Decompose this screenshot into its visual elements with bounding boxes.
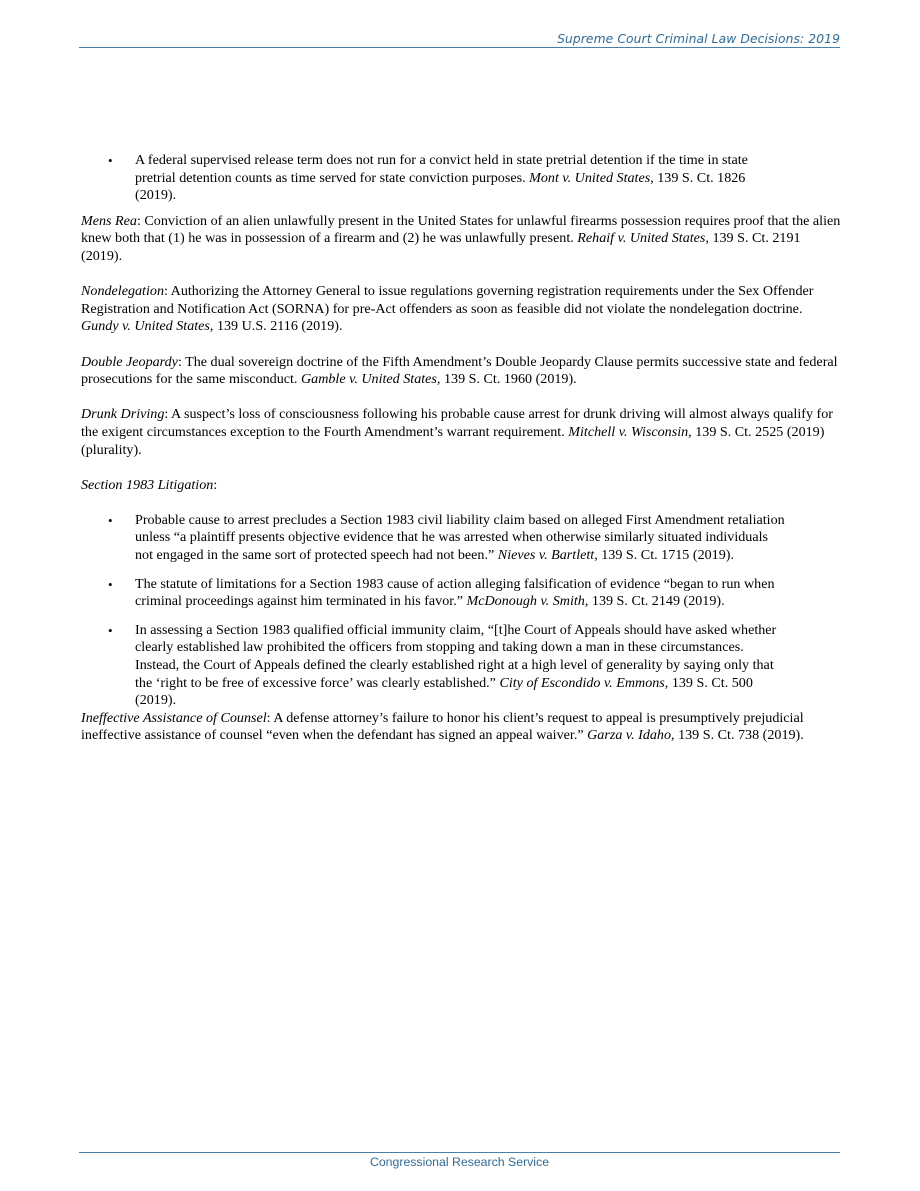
- case-name: Garza v. Idaho: [587, 727, 672, 744]
- bullet-item-mont: • A federal supervised release term does not run for a convict held in state pretrial detention if the time in state pretrial detention counts as time served for state conviction purposes. Mont v. United States, 139 S. Ct. 1826 (2019).: [108, 152, 748, 204]
- header-title: Supreme Court Criminal Law Decisions: 2019: [557, 32, 840, 46]
- bullet-icon: •: [108, 622, 113, 638]
- document-body: [81, 152, 841, 745]
- topic-heading: Drunk Driving: [81, 406, 165, 423]
- topic-heading: Nondelegation: [81, 283, 164, 300]
- topic-heading: Double Jeopardy: [81, 353, 178, 370]
- topic-heading: Ineffective Assistance of Counsel: [81, 709, 267, 726]
- case-name: Nieves v. Bartlett,: [497, 547, 598, 564]
- running-header: [79, 33, 840, 48]
- paragraph-ineffective-assistance: Ineffective Assistance of Counsel: A defense attorney’s failure to honor his client’s request to appeal is presumptively prejudicial ineffective assistance of counsel “even when the defendant has signed an appeal waiver.” Garza v. Idaho, 139 S. Ct. 738 (2019).: [81, 709, 804, 744]
- paragraph-section-1983: Section 1983 Litigation:: [81, 476, 218, 493]
- footer-divider: [79, 1152, 840, 1153]
- bullet-icon: •: [108, 576, 113, 592]
- paragraph-mens-rea: Mens Rea: Conviction of an alien unlawfully present in the United States for unlawful firearms possession requires proof that the alien knew both that (1) he was in possession of a firearm and (2) he was unlawfully present. Rehaif v. United States, 139 S. Ct. 2191 (2019).: [81, 212, 841, 264]
- paragraph-nondelegation: Nondelegation: Authorizing the Attorney General to issue regulations governing registration requirements under the Sex Offender Registration and Notification Act (SORNA) for pre-Act offenders as soon as feasible did not violate the nondelegation doctrine. Gundy v. United States, 139 U.S. 2116 (2019).: [81, 283, 814, 335]
- paragraph-drunk-driving: Drunk Driving: A suspect’s loss of consciousness following his probable cause arrest for drunk driving will almost always qualify for the exigent circumstances exception to the Fourth Amendment’s warrant requirement. Mitchell v. Wisconsin, 139 S. Ct. 2525 (2019) (plurality).: [81, 406, 833, 458]
- case-name: Mont v. United States: [529, 169, 651, 186]
- case-name: McDonough v. Smith: [466, 593, 585, 610]
- bullet-item-mcdonough: • The statute of limitations for a Section 1983 cause of action alleging falsification of evidence “began to run when criminal proceedings against him terminated in his favor.” McDonough v. Smith, 139 S. Ct. 2149 (2019).: [108, 575, 775, 610]
- case-name: Gundy v. United States: [81, 318, 210, 335]
- topic-heading: Section 1983 Litigation: [81, 476, 214, 493]
- case-name: City of Escondido v. Emmons: [499, 674, 665, 691]
- case-name: Mitchell v. Wisconsin: [568, 423, 689, 440]
- case-name: Gamble v. United States: [300, 371, 437, 388]
- topic-heading: Mens Rea: [81, 212, 137, 229]
- footer-label: Congressional Research Service: [369, 1155, 550, 1169]
- bullet-item-emmons: • In assessing a Section 1983 qualified official immunity claim, “[t]he Court of Appeals should have asked whether clearly established law prohibited the officers from stopping and taking down a man in these circumstances. Instead, the Court of Appeals defined the clearly established right at a high level of generality by saying only that the ‘right to be free of excessive force’ was clearly established.” City of Escondido v. Emmons, 139 S. Ct. 500 (2019).: [108, 621, 777, 709]
- case-name: Rehaif v. United States,: [577, 230, 709, 247]
- paragraph-double-jeopardy: Double Jeopardy: The dual sovereign doctrine of the Fifth Amendment’s Double Jeopardy Clause permits successive state and federal prosecutions for the same misconduct. Gamble v. United States, 139 S. Ct. 1960 (2019).: [81, 353, 838, 388]
- bullet-icon: •: [108, 512, 113, 528]
- bullet-item-nieves: • Probable cause to arrest precludes a Section 1983 civil liability claim based on alleged First Amendment retaliation unless “a plaintiff presents objective evidence that he was arrested when otherwise similarly situated individuals not engaged in the same sort of protected speech had not been.” Nieves v. Bartlett, 139 S. Ct. 1715 (2019).: [108, 511, 785, 564]
- bullet-icon: •: [108, 153, 113, 168]
